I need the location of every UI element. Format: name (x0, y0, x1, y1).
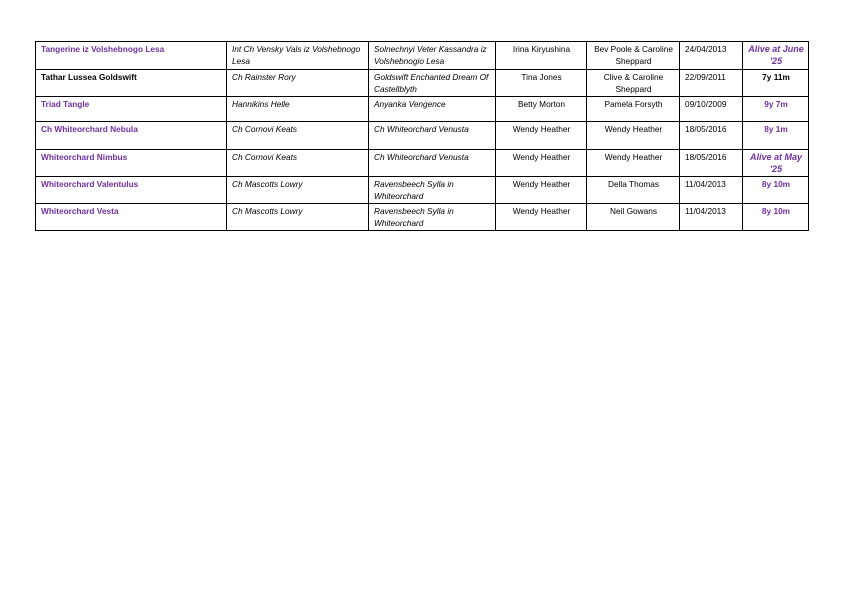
sire-cell: Ch Mascotts Lowry (227, 204, 369, 231)
name-cell: Whiteorchard Vesta (36, 204, 227, 231)
sire-cell: Ch Mascotts Lowry (227, 177, 369, 204)
name-cell: Triad Tangle (36, 97, 227, 122)
dob-cell: 11/04/2013 (680, 204, 743, 231)
age-cell: 8y 1m (743, 122, 809, 150)
dob-cell: 09/10/2009 (680, 97, 743, 122)
owner-cell: Irina Kiryushina (496, 42, 587, 70)
table-row (36, 122, 809, 150)
breeder-cell: Bev Poole & Caroline Sheppard (587, 42, 680, 70)
table-row (36, 177, 809, 204)
age-cell: Alive at May '25 (743, 150, 809, 177)
name-cell: Tathar Lussea Goldswift (36, 70, 227, 97)
owner-cell: Wendy Heather (496, 122, 587, 150)
dob-cell: 11/04/2013 (680, 177, 743, 204)
sire-cell: Int Ch Vensky Vals iz Volshebnogo Lesa (227, 42, 369, 70)
age-cell: 9y 7m (743, 97, 809, 122)
owner-cell: Tina Jones (496, 70, 587, 97)
pedigree-table (35, 41, 809, 231)
table-row (36, 70, 809, 97)
age-cell: 7y 11m (743, 70, 809, 97)
breeder-cell: Wendy Heather (587, 122, 680, 150)
sire-cell: Hannikins Helle (227, 97, 369, 122)
age-cell: 8y 10m (743, 204, 809, 231)
dam-cell: Anyanka Vengence (369, 97, 496, 122)
dam-cell: Solnechnyi Veter Kassandra iz Volshebnogio Lesa (369, 42, 496, 70)
breeder-cell: Clive & Caroline Sheppard (587, 70, 680, 97)
dob-cell: 24/04/2013 (680, 42, 743, 70)
table-row (36, 204, 809, 231)
age-cell: Alive at June '25 (743, 42, 809, 70)
table-row (36, 97, 809, 122)
breeder-cell: Neil Gowans (587, 204, 680, 231)
name-cell: Whiteorchard Valentulus (36, 177, 227, 204)
name-cell: Whiteorchard Nimbus (36, 150, 227, 177)
table-row (36, 150, 809, 177)
dob-cell: 18/05/2016 (680, 122, 743, 150)
owner-cell: Wendy Heather (496, 177, 587, 204)
owner-cell: Betty Morton (496, 97, 587, 122)
sire-cell: Ch Rainster Rory (227, 70, 369, 97)
sire-cell: Ch Cornovi Keats (227, 150, 369, 177)
breeder-cell: Wendy Heather (587, 150, 680, 177)
owner-cell: Wendy Heather (496, 150, 587, 177)
dam-cell: Ch Whiteorchard Venusta (369, 122, 496, 150)
name-cell: Tangerine iz Volshebnogo Lesa (36, 42, 227, 70)
age-cell: 8y 10m (743, 177, 809, 204)
name-cell: Ch Whiteorchard Nebula (36, 122, 227, 150)
dob-cell: 18/05/2016 (680, 150, 743, 177)
breeder-cell: Pamela Forsyth (587, 97, 680, 122)
table-body (36, 42, 809, 231)
dam-cell: Ch Whiteorchard Venusta (369, 150, 496, 177)
table-row (36, 42, 809, 70)
dam-cell: Goldswift Enchanted Dream Of Castellblyth (369, 70, 496, 97)
dob-cell: 22/09/2011 (680, 70, 743, 97)
sire-cell: Ch Cornovi Keats (227, 122, 369, 150)
breeder-cell: Della Thomas (587, 177, 680, 204)
owner-cell: Wendy Heather (496, 204, 587, 231)
dam-cell: Ravensbeech Sylla in Whiteorchard (369, 177, 496, 204)
dam-cell: Ravensbeech Sylla in Whiteorchard (369, 204, 496, 231)
